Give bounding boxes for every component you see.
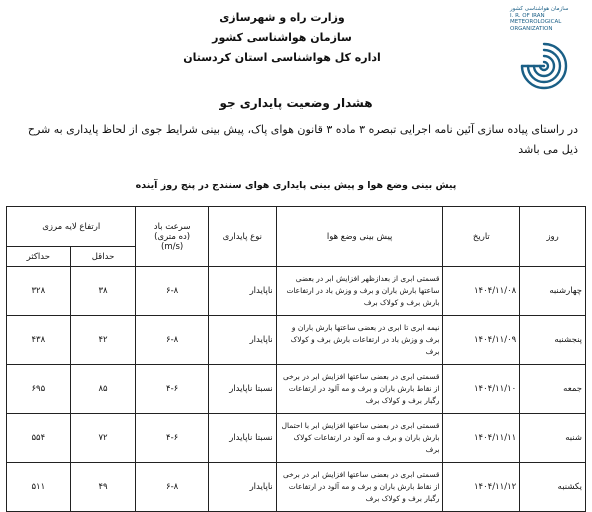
table-row [7,316,586,365]
table-row [7,463,586,512]
cell-description: قسمتی ابری در بعضی ساعتها افزایش ابر در برخی از نقاط بارش باران و برف و مه آلود در ارتفاعات رگبار برف و کولاک برف [276,463,443,512]
ministry-name: وزارت راه و شهرسازی [219,11,345,24]
cell-stability: ناپایدار [208,463,276,512]
header-weather-forecast: پیش بینی وضع هوا [276,207,443,267]
header-wind-speed [136,207,208,267]
header-date: تاریخ [443,207,520,267]
cell-max: ۶۹۵ [7,365,71,414]
cell-max: ۳۲۸ [7,267,71,316]
cell-max: ۵۵۴ [7,414,71,463]
cell-description: نیمه ابری تا ابری در بعضی ساعتها بارش باران و برف و وزش باد در ارتفاعات بارش برف و کولاک برف [276,316,443,365]
cell-min: ۷۲ [70,414,136,463]
intro-paragraph: در راستای پیاده سازی آئین نامه اجرایی تبصره ۳ ماده ۳ قانون هوای پاک، پیش بینی شرایط جوی از لحاظ پایداری به شرح ذیل می باشد [27,123,578,156]
header-max: حداکثر [7,247,71,267]
cell-description: قسمتی ابری در بعضی ساعتها افزایش ابر در برخی از نقاط بارش باران و برف و مه آلود در ارتفاعات رگبار برف و کولاک برف [276,365,443,414]
logo-en-line3: ORGANIZATION [510,25,553,32]
cell-date: ۱۴۰۴/۱۱/۰۸ [443,267,520,316]
cell-day: یکشنبه [520,463,586,512]
header-min: حداقل [70,247,136,267]
cell-max: ۴۳۸ [7,316,71,365]
logo-en-line1: I. R. OF IRAN [510,12,545,19]
cell-min: ۴۹ [70,463,136,512]
cell-date: ۱۴۰۴/۱۱/۱۱ [443,414,520,463]
wind-header-line1: سرعت باد [153,221,191,232]
cell-date: ۱۴۰۴/۱۱/۱۲ [443,463,520,512]
cell-date: ۱۴۰۴/۱۱/۰۹ [443,316,520,365]
cell-description: قسمتی ابری در بعضی ساعتها افزایش ابر با احتمال بارش باران و برف و مه آلود در ارتفاعات کولاک برف [276,414,443,463]
department-name: اداره کل هواشناسی استان کردستان [183,51,381,64]
table-title: پیش بینی وضع هوا و پیش بینی پایداری هوای سنندج در پنج روز آینده [135,180,457,191]
organization-name: سازمان هواشناسی کشور [212,31,352,44]
cell-stability: نسبتا ناپایدار [208,414,276,463]
cell-wind: ۶-۸ [136,267,208,316]
cell-date: ۱۴۰۴/۱۱/۱۰ [443,365,520,414]
cell-stability: ناپایدار [208,267,276,316]
cell-stability: نسبتا ناپایدار [208,365,276,414]
cell-stability: ناپایدار [208,316,276,365]
cell-max: ۵۱۱ [7,463,71,512]
meteorological-organization-logo [510,6,588,92]
cell-min: ۴۲ [70,316,136,365]
logo-emblem-icon [518,40,570,92]
wind-header-line2: (ده متری) [154,231,191,242]
alert-title: هشدار وضعیت پایداری جو [219,96,373,110]
table-row [7,414,586,463]
cell-min: ۳۸ [70,267,136,316]
table-row [7,365,586,414]
table-row [7,267,586,316]
cell-wind: ۴-۶ [136,414,208,463]
org-header [172,8,392,68]
cell-wind: ۶-۸ [136,463,208,512]
wind-header-line3: (m/s) [161,241,184,252]
cell-wind: ۴-۶ [136,365,208,414]
cell-wind: ۶-۸ [136,316,208,365]
cell-day: جمعه [520,365,586,414]
logo-en-line2: METEOROLOGICAL [510,19,562,25]
cell-day: پنجشنبه [520,316,586,365]
logo-text [510,6,588,32]
cell-day: شنبه [520,414,586,463]
cell-min: ۸۵ [70,365,136,414]
header-day: روز [520,207,586,267]
logo-fa-text: سازمان هواشناسی کشور [510,6,569,12]
forecast-table [6,206,586,512]
cell-description: قسمتی ابری از بعدازظهر افزایش ابر در بعضی ساعتها بارش باران و برف و وزش باد در ارتفاعات بارش برف و کولاک برف [276,267,443,316]
header-boundary-layer: ارتفاع لایه مرزی [7,207,136,247]
header-stability-type: نوع پایداری [208,207,276,267]
cell-day: چهارشنبه [520,267,586,316]
